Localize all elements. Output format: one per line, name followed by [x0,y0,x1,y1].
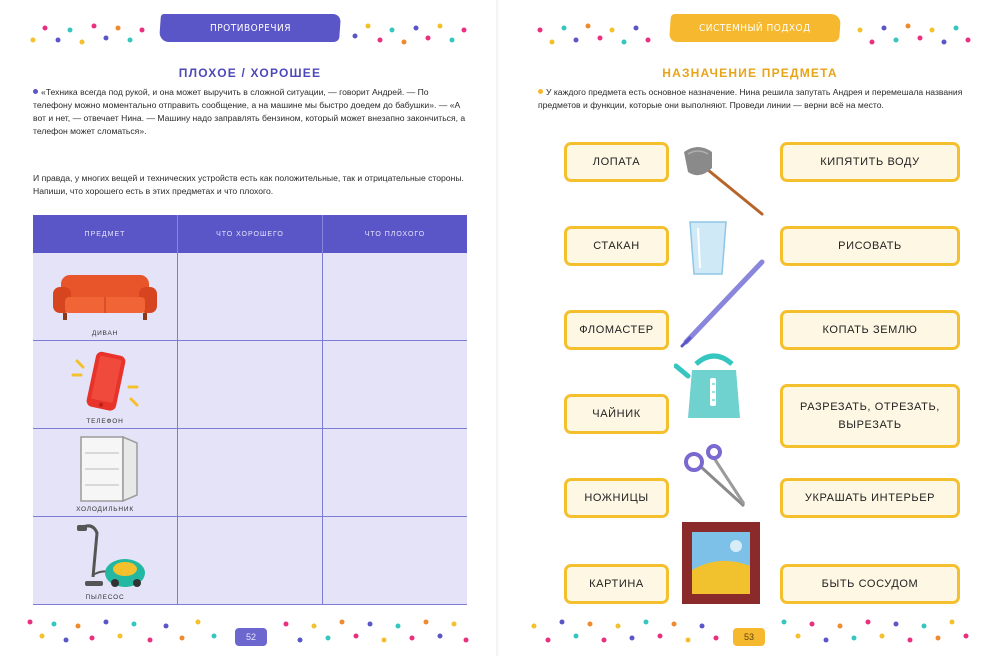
phone-icon [33,341,178,421]
object-box-kettle[interactable]: ЧАЙНИК [564,394,669,434]
page-title: НАЗНАЧЕНИЕ ПРЕДМЕТА [662,66,838,80]
table-header [33,215,467,253]
task-paragraph [538,86,964,112]
function-box-draw[interactable]: РИСОВАТЬ [780,226,960,266]
function-box-boil-water[interactable]: КИПЯТИТЬ ВОДУ [780,142,960,182]
bullet-icon [33,89,38,94]
banner-label: СИСТЕМНЫЙ ПОДХОД [699,22,811,34]
item-label: ДИВАН [91,330,119,337]
marker-icon [676,258,766,348]
scissors-icon [680,444,750,514]
fridge-icon [33,429,178,509]
object-box-shovel[interactable]: ЛОПАТА [564,142,669,182]
item-cell [33,517,178,604]
bad-cell[interactable] [323,253,467,340]
right-page [500,0,1000,656]
item-cell [33,429,178,516]
table-row [33,253,467,341]
page-number: 53 [733,628,765,646]
picture-icon [680,520,762,606]
header-good: ЧТО ХОРОШЕГО [178,215,323,253]
shovel-icon [678,140,768,220]
pros-cons-table [33,253,467,605]
bad-cell[interactable] [323,429,467,516]
function-box-decorate[interactable]: УКРАШАТЬ ИНТЕРЬЕР [780,478,960,518]
item-label: ХОЛОДИЛЬНИК [76,506,134,513]
page-number: 52 [235,628,267,646]
function-box-cut[interactable]: РАЗРЕЗАТЬ, ОТРЕЗАТЬ, ВЫРЕЗАТЬ [780,384,960,448]
object-box-glass[interactable]: СТАКАН [564,226,669,266]
item-cell [33,341,178,428]
header-item: ПРЕДМЕТ [33,215,178,253]
item-label: ПЫЛЕСОС [85,594,125,601]
story-text: «Техника всегда под рукой, и она может выручить в сложной ситуации, — говорит Андрей. — По телефону можно моментально отправить сообщение, а на машине мы быстро доедем до бабушки». — «А вот и нет, — отвечает Нина. — Машину надо заправлять бензином, который может внезапно закончиться, а телефон может сломаться». [33,87,466,136]
section-banner [159,14,341,42]
table-row [33,429,467,517]
good-cell[interactable] [178,429,323,516]
table-row [33,517,467,605]
story-paragraph [33,86,467,138]
good-cell[interactable] [178,253,323,340]
bad-cell[interactable] [323,517,467,604]
function-box-dig[interactable]: КОПАТЬ ЗЕМЛЮ [780,310,960,350]
bullet-icon [538,89,543,94]
item-label: ТЕЛЕФОН [86,418,124,425]
task-paragraph: И правда, у многих вещей и технических устройств есть как положительные, так и отрицательные стороны. Напиши, что хорошего есть в этих предметах и что плохого. [33,173,464,196]
kettle-icon [674,344,754,424]
header-bad: ЧТО ПЛОХОГО [364,230,426,238]
page-title: ПЛОХОЕ / ХОРОШЕЕ [178,66,322,80]
function-box-vessel[interactable]: БЫТЬ СОСУДОМ [780,564,960,604]
banner-label: ПРОТИВОРЕЧИЯ [209,22,291,34]
object-box-scissors[interactable]: НОЖНИЦЫ [564,478,669,518]
item-cell [33,253,178,340]
vacuum-icon [33,517,178,597]
object-box-picture[interactable]: КАРТИНА [564,564,669,604]
good-cell[interactable] [178,341,323,428]
table-row [33,341,467,429]
good-cell[interactable] [178,517,323,604]
task-text: У каждого предмета есть основное назначение. Нина решила запутать Андрея и перемешала названия предметов и функции, которые они выполняют. Проведи линии — верни всё на место. [538,87,963,110]
sofa-icon [33,253,178,333]
object-box-marker[interactable]: ФЛОМАСТЕР [564,310,669,350]
bad-cell[interactable] [323,341,467,428]
section-banner [669,14,841,42]
